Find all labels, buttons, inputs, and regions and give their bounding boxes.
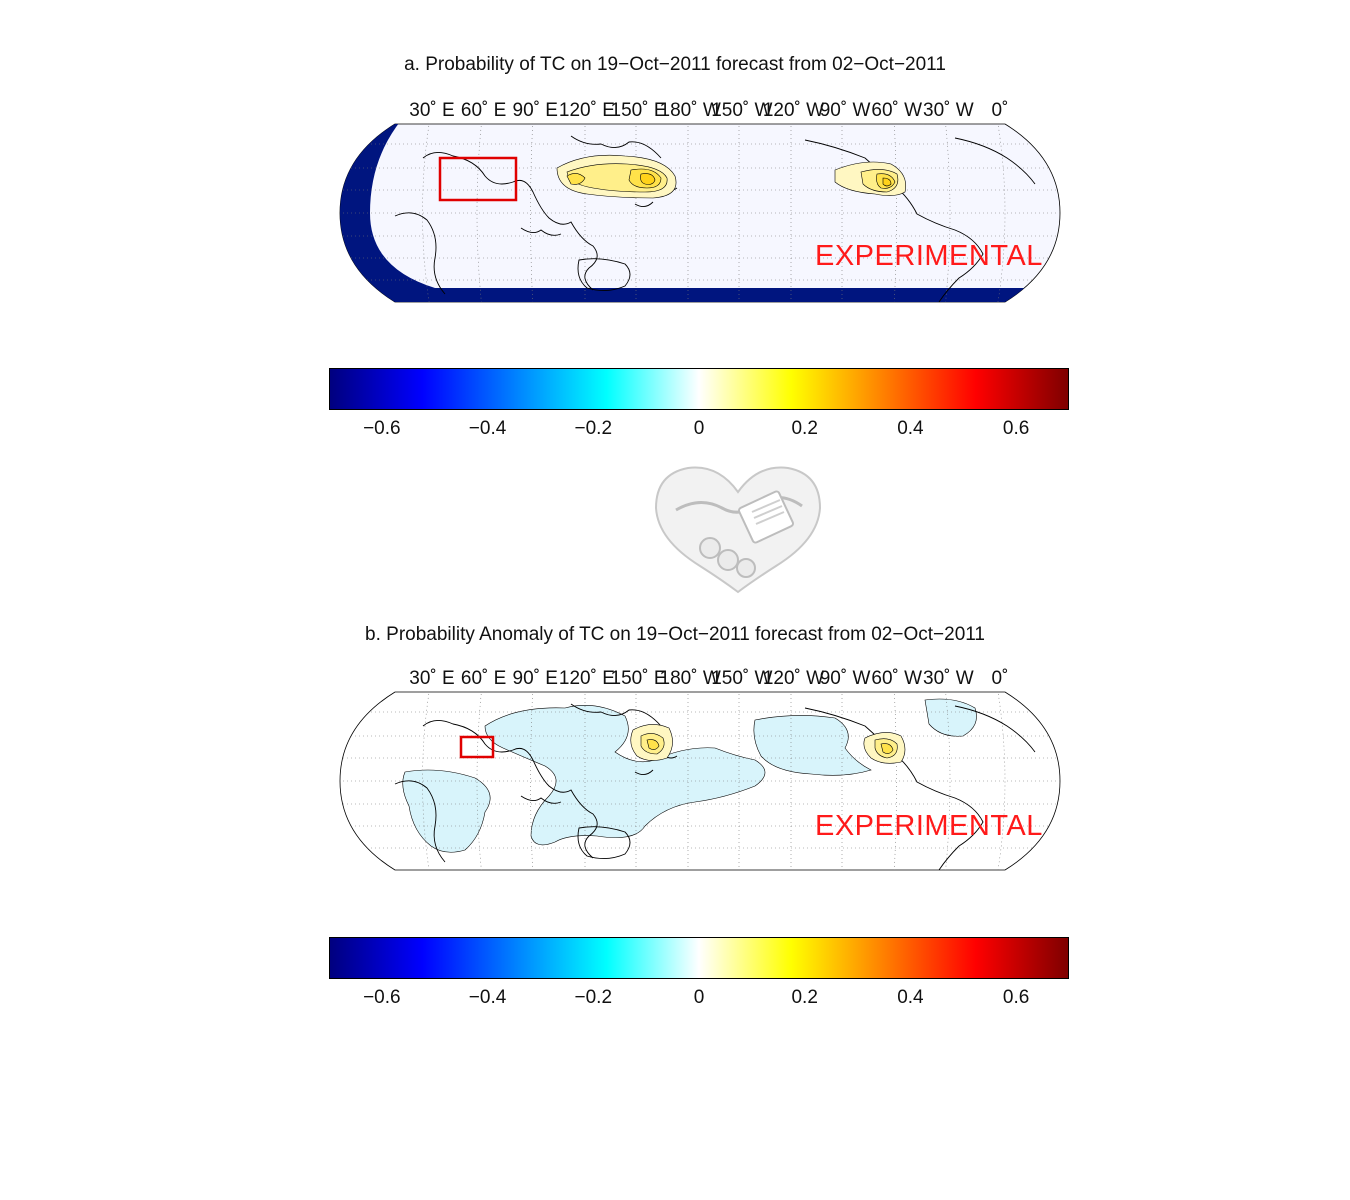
longitude-label: 180˚ W	[659, 100, 721, 121]
colorbar-tick-label: −0.2	[574, 987, 613, 1008]
panel-b-map[interactable]	[335, 686, 1065, 876]
colorbar-tick-label: −0.4	[468, 987, 507, 1008]
panel-b-colorbar-ticks	[0, 987, 1350, 1013]
panel-b-experimental-label: EXPERIMENTAL	[815, 810, 1043, 842]
panel-b-positive-anomaly-west-pacific	[631, 724, 673, 760]
longitude-label: 0˚	[991, 100, 1009, 121]
longitude-label: 120˚ E	[558, 668, 615, 689]
panel-b-title: b. Probability Anomaly of TC on 19−Oct−2011 forecast from 02−Oct−2011	[365, 624, 985, 645]
longitude-label: 90˚ E	[512, 100, 558, 121]
colorbar-tick-label: 0.4	[897, 987, 924, 1008]
longitude-label: 180˚ W	[659, 668, 721, 689]
longitude-label: 30˚ E	[409, 668, 455, 689]
panel-a-map[interactable]	[335, 118, 1065, 308]
longitude-label: 60˚ W	[871, 668, 923, 689]
longitude-label: 150˚ W	[711, 100, 773, 121]
panel-a-title: a. Probability of TC on 19−Oct−2011 forecast from 02−Oct−2011	[404, 54, 946, 75]
longitude-label: 90˚ E	[512, 668, 558, 689]
longitude-label: 60˚ E	[460, 100, 507, 121]
longitude-label: 120˚ E	[558, 100, 615, 121]
longitude-label: 150˚ W	[711, 668, 773, 689]
longitude-label: 30˚ E	[409, 100, 455, 121]
longitude-label: 120˚ W	[762, 668, 825, 689]
longitude-label: 150˚ E	[610, 100, 667, 121]
longitude-label: 150˚ E	[610, 668, 667, 689]
colorbar-tick-label: 0.2	[791, 418, 818, 439]
colorbar-tick-label: −0.6	[363, 987, 401, 1008]
colorbar-tick-label: −0.4	[468, 418, 507, 439]
longitude-label: 90˚ W	[819, 668, 871, 689]
longitude-label: 60˚ E	[460, 668, 507, 689]
colorbar-tick-label: 0.2	[791, 987, 818, 1008]
longitude-label: 60˚ W	[871, 100, 923, 121]
panel-a-colorbar-ticks	[0, 418, 1350, 444]
longitude-label: 120˚ W	[762, 100, 825, 121]
colorbar-tick-label: −0.6	[363, 418, 401, 439]
handshake-heart-logo-icon	[648, 458, 828, 598]
panel-a-experimental-label: EXPERIMENTAL	[815, 240, 1043, 272]
longitude-label: 0˚	[991, 668, 1009, 689]
colorbar-tick-label: 0.6	[1002, 418, 1030, 439]
colorbar-tick-label: 0.6	[1002, 987, 1030, 1008]
colorbar-tick-label: 0	[693, 987, 705, 1008]
panel-a-colorbar	[329, 368, 1069, 410]
panel-b-colorbar	[329, 937, 1069, 979]
colorbar-tick-label: 0.4	[897, 418, 924, 439]
longitude-label: 30˚ W	[923, 668, 974, 689]
longitude-label: 90˚ W	[819, 100, 871, 121]
colorbar-tick-label: 0	[693, 418, 705, 439]
longitude-label: 30˚ W	[923, 100, 974, 121]
colorbar-tick-label: −0.2	[574, 418, 613, 439]
